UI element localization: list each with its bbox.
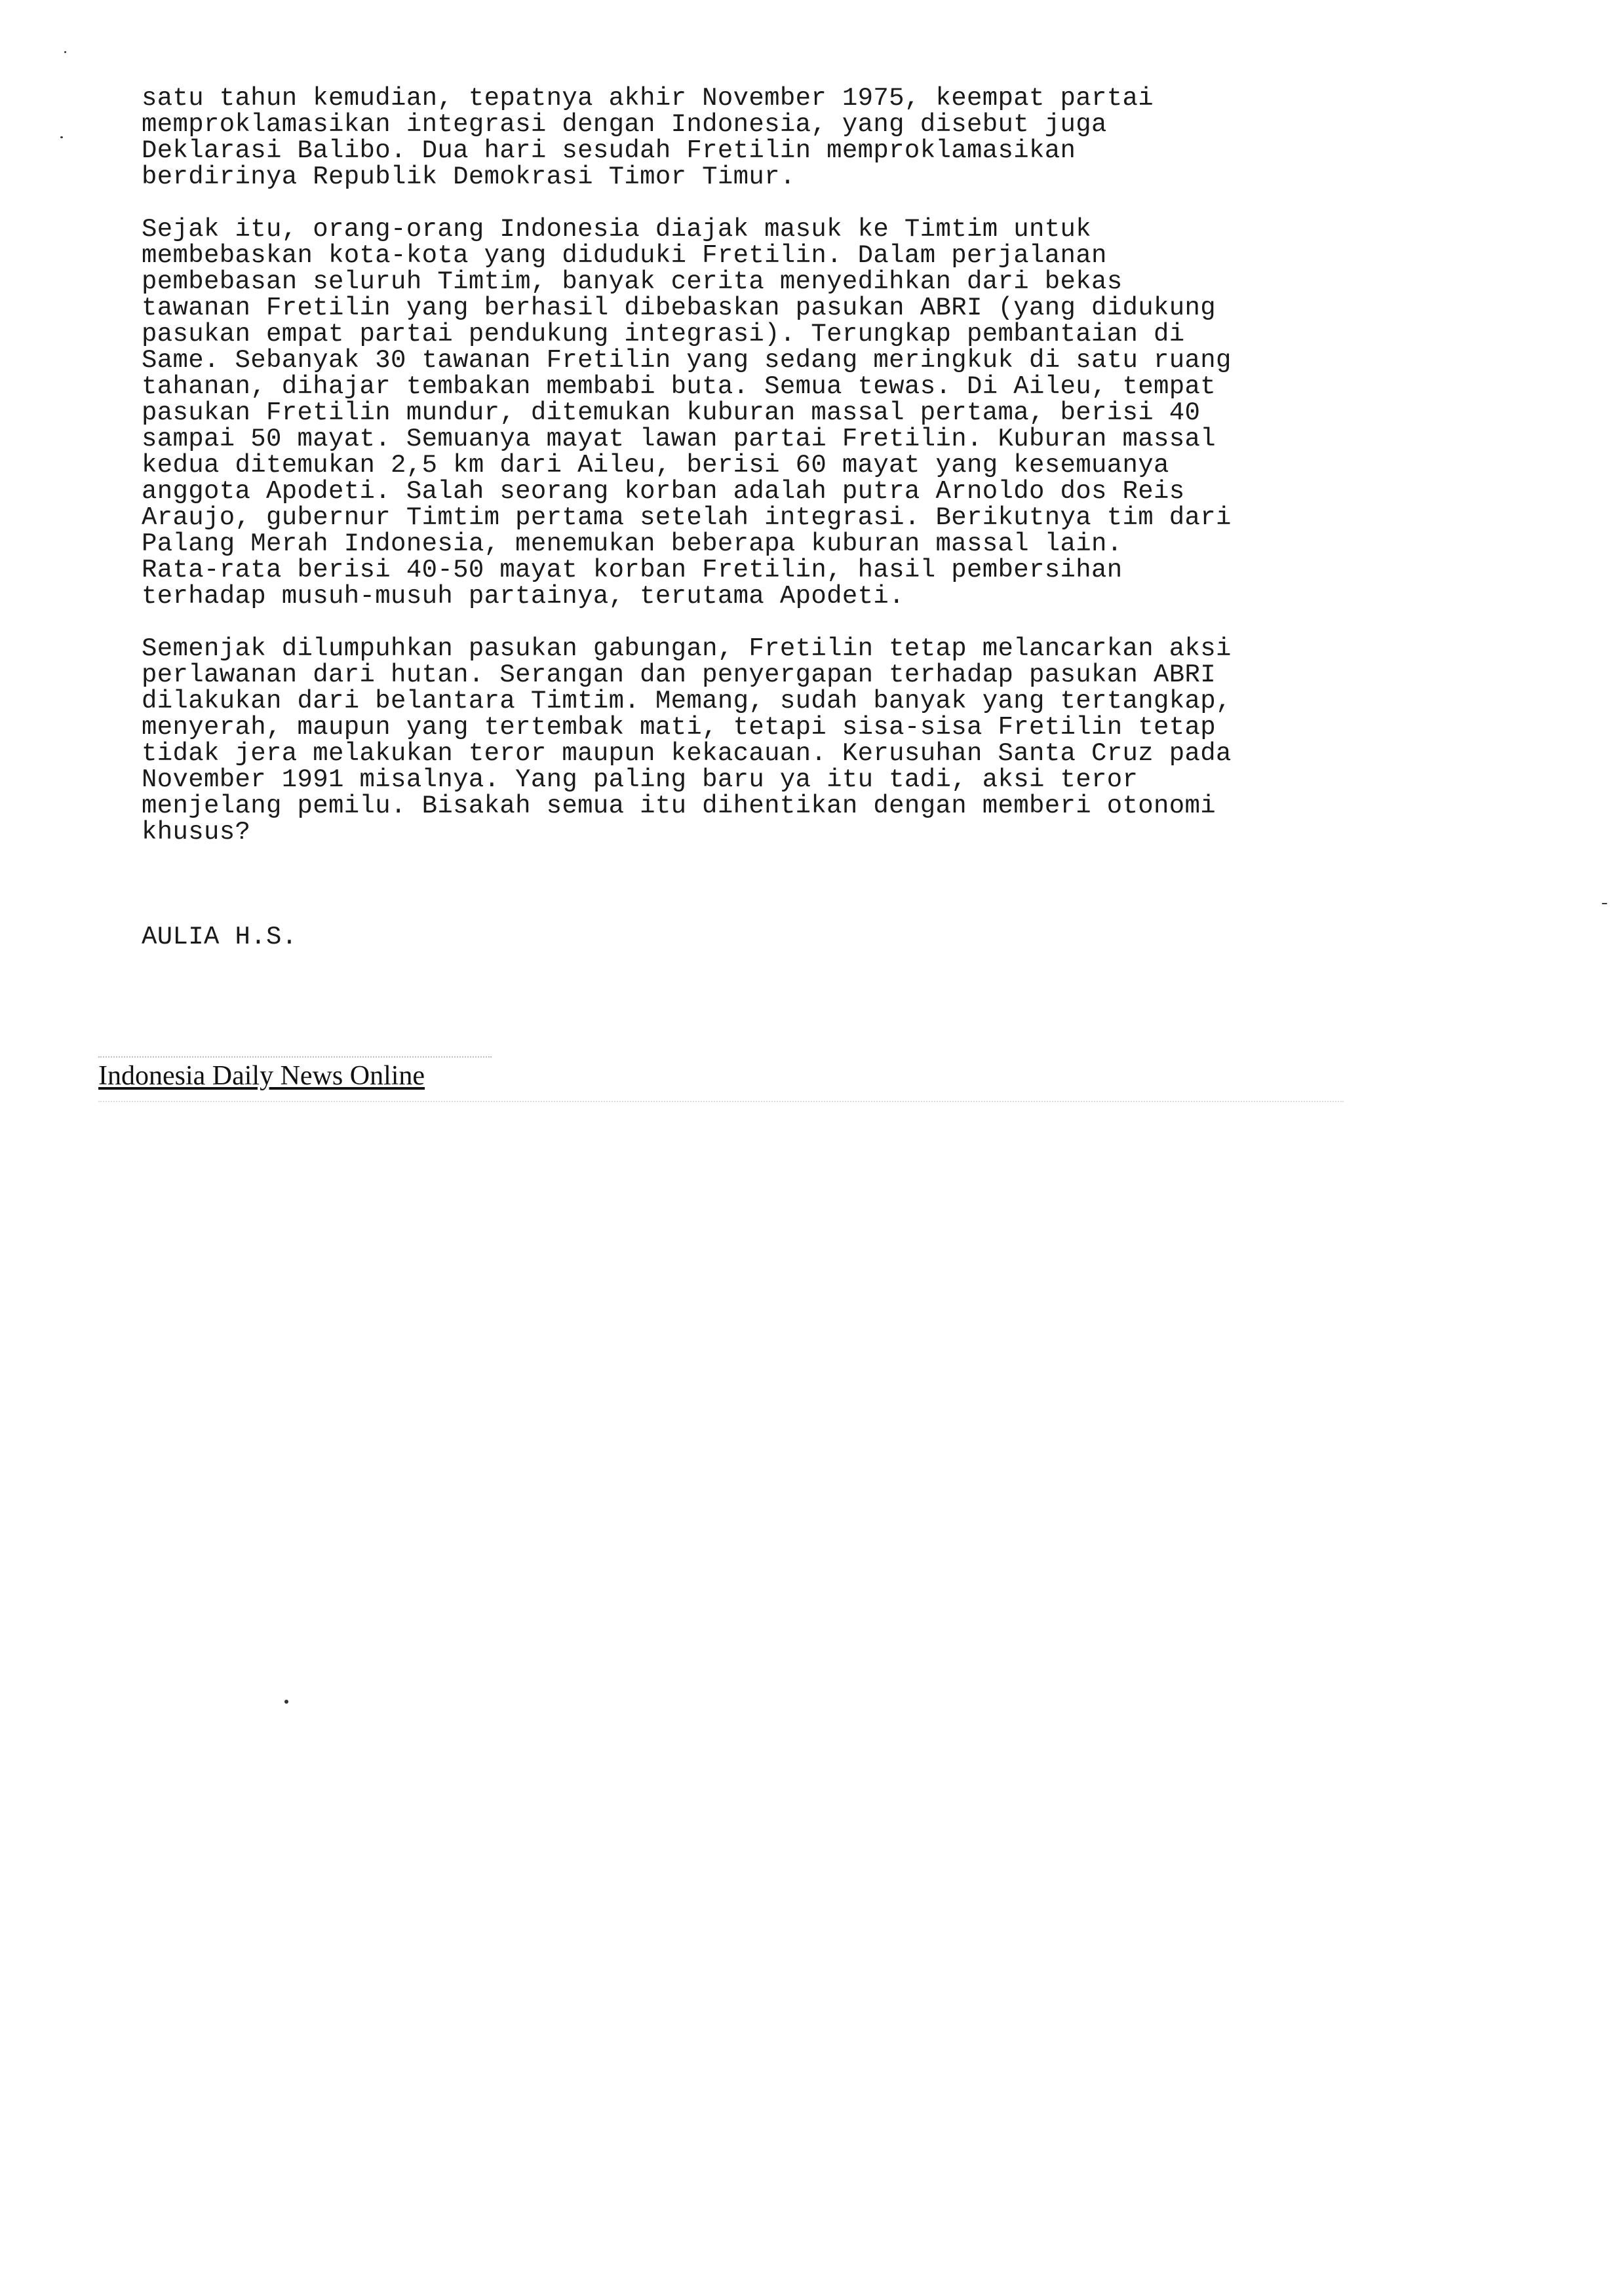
text-line: pasukan empat partai pendukung integrasi). Terungkap pembantaian di: [142, 320, 1185, 349]
text-line: tawanan Fretilin yang berhasil dibebaskan pasukan ABRI (yang didukung: [142, 294, 1216, 322]
scan-speck: [60, 136, 63, 138]
text-line: kedua ditemukan 2,5 km dari Aileu, berisi 60 mayat yang kesemuanya: [142, 451, 1169, 480]
text-line: satu tahun kemudian, tepatnya akhir November 1975, keempat partai: [142, 84, 1154, 113]
text-line: perlawanan dari hutan. Serangan dan penyergapan terhadap pasukan ABRI: [142, 660, 1216, 689]
text-line: menjelang pemilu. Bisakah semua itu dihentikan dengan memberi otonomi: [142, 792, 1216, 820]
text-line: November 1991 misalnya. Yang paling baru ya itu tadi, aksi teror: [142, 765, 1138, 794]
text-line: Sejak itu, orang-orang Indonesia diajak masuk ke Timtim untuk: [142, 215, 1091, 244]
scan-speck: [1602, 903, 1607, 904]
text-line: membebaskan kota-kota yang diduduki Fretilin. Dalam perjalanan: [142, 241, 1107, 270]
scan-speck: [284, 1700, 288, 1704]
author-signature: AULIA H.S.: [142, 923, 298, 951]
text-line: menyerah, maupun yang tertembak mati, tetapi sisa-sisa Fretilin tetap: [142, 713, 1216, 742]
text-line: sampai 50 mayat. Semuanya mayat lawan partai Fretilin. Kuburan massal: [142, 425, 1216, 453]
paragraph-3: [142, 636, 1400, 845]
text-line: khusus?: [142, 818, 251, 847]
text-line: tahanan, dihajar tembakan membabi buta. Semua tewas. Di Aileu, tempat: [142, 372, 1216, 401]
text-line: Rata-rata berisi 40-50 mayat korban Fretilin, hasil pembersihan: [142, 556, 1123, 584]
text-line: Palang Merah Indonesia, menemukan beberapa kuburan massal lain.: [142, 529, 1123, 558]
text-line: pasukan Fretilin mundur, ditemukan kuburan massal pertama, berisi 40: [142, 398, 1201, 427]
text-line: Araujo, gubernur Timtim pertama setelah integrasi. Berikutnya tim dari: [142, 503, 1232, 532]
scan-artifact-rule: [98, 1056, 492, 1058]
article-body: [142, 85, 1400, 871]
text-line: anggota Apodeti. Salah seorang korban adalah putra Arnoldo dos Reis: [142, 477, 1185, 506]
source-link[interactable]: Indonesia Daily News Online: [98, 1061, 425, 1091]
text-line: Deklarasi Balibo. Dua hari sesudah Fretilin memproklamasikan: [142, 136, 1076, 165]
text-line: berdirinya Republik Demokrasi Timor Timur.: [142, 163, 796, 191]
text-line: terhadap musuh-musuh partainya, terutama Apodeti.: [142, 582, 905, 611]
paragraph-1: [142, 85, 1400, 190]
text-line: Semenjak dilumpuhkan pasukan gabungan, Fretilin tetap melancarkan aksi: [142, 634, 1232, 663]
text-line: dilakukan dari belantara Timtim. Memang, sudah banyak yang tertangkap,: [142, 687, 1232, 716]
scan-artifact-rule: [98, 1101, 1344, 1102]
paragraph-2: [142, 216, 1400, 609]
text-line: tidak jera melakukan teror maupun kekacauan. Kerusuhan Santa Cruz pada: [142, 739, 1232, 768]
text-line: pembebasan seluruh Timtim, banyak cerita menyedihkan dari bekas: [142, 267, 1123, 296]
text-line: Same. Sebanyak 30 tawanan Fretilin yang sedang meringkuk di satu ruang: [142, 346, 1232, 375]
scan-speck: [64, 51, 66, 53]
text-line: memproklamasikan integrasi dengan Indonesia, yang disebut juga: [142, 110, 1107, 139]
